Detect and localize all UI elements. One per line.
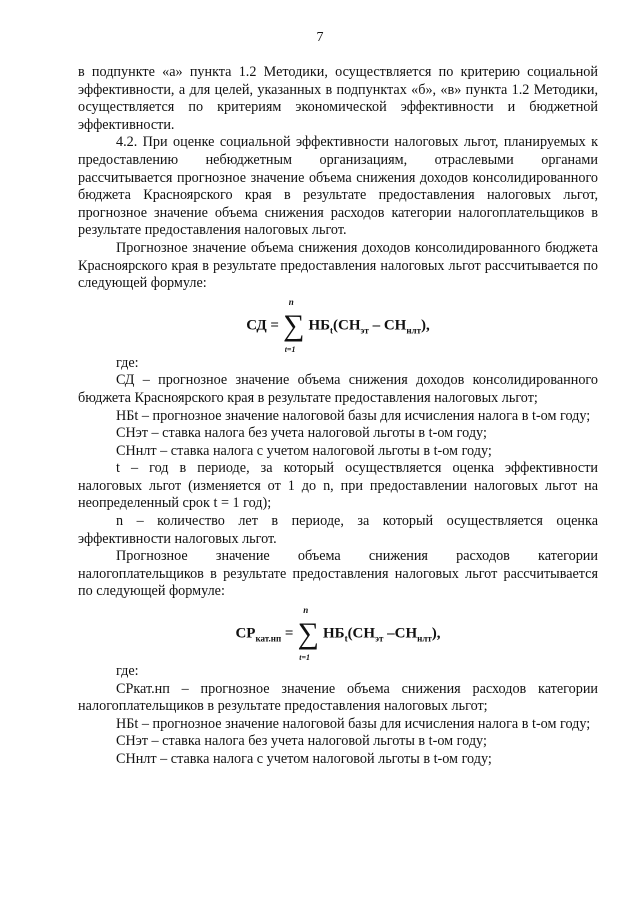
formula-sd-lhs: СД = (246, 317, 279, 334)
paragraph-income-formula-intro: Прогнозное значение объема снижения доходов консолидированного бюджета Красноярского края в результате предоставления налоговых льгот рассчитывается по следующей формуле: (78, 239, 598, 292)
formula-sr-open: (СН (347, 625, 376, 642)
formula-sd-term-sub: t (330, 325, 334, 336)
formula-sr-close: ), (431, 625, 441, 642)
formula-sd-sub2: нлт (406, 325, 421, 336)
formula-sr-minus: –СН (383, 625, 418, 642)
formula-sd-minus: – СН (368, 317, 407, 334)
where-label: где: (116, 354, 139, 371)
formula-sr-lhs-sub: кат.нп (255, 633, 282, 644)
formula-sr-lhs: СР (235, 625, 256, 642)
where-label-2: где: (116, 663, 139, 680)
formula-sr-term-sub: t (344, 633, 348, 644)
formula-sd-close: ), (421, 317, 430, 334)
definition-sn-nlt: СНнлт – ставка налога с учетом налоговой льготы в t-ом году; (116, 442, 492, 459)
sum-sign-icon: ∑ n t=1 (297, 605, 319, 663)
document-body (78, 64, 598, 769)
definition-sn-et-2: СНэт – ставка налога без учета налоговой льготы в t-ом году; (116, 733, 487, 750)
definition-nb-2: НБt – прогнозное значение налоговой базы для исчисления налога в t-ом году; (116, 715, 591, 732)
formula-sd-sub1: эт (360, 325, 369, 336)
definition-sr: СРкат.нп – прогнозное значение объема снижения расходов категории налогоплательщиков в результате предоставления налоговых льгот; (78, 680, 598, 715)
sum-sign-icon: ∑ n t=1 (282, 296, 305, 354)
paragraph-4-2: 4.2. При оценке социальной эффективности налоговых льгот, планируемых к предоставлению небюджетным организациям, отраслевыми органами рассчитывается прогнозное значение объема снижения доходов консолидированного бюджета Красноярского края в результате предоставления налоговых льгот, прогнозное значение объема снижения расходов категории налогоплательщиков в результате предоставления налоговых льгот. (78, 134, 598, 239)
definition-sn-et: СНэт – ставка налога без учета налоговой льготы в t-ом году; (116, 425, 487, 442)
formula-sr-sub2: нлт (417, 633, 432, 644)
formula-sd (78, 293, 598, 355)
paragraph-continuation: в подпункте «а» пункта 1.2 Методики, осуществляется по критерию социальной эффективности, а для целей, указанных в подпунктах «б», «в» пункта 1.2 Методики, осуществляется по критериям экономической эффективности и бюджетной эффективности. (78, 64, 598, 133)
paragraph-expense-formula-intro: Прогнозное значение объема снижения расходов категории налогоплательщиков в результате предоставления налоговых льгот рассчитывается по следующей формуле: (78, 548, 598, 600)
sum-upper-limit: n (288, 296, 294, 307)
definition-n: n – количество лет в периоде, за который осуществляется оценка эффективности налоговых льгот. (78, 513, 598, 547)
sum-lower-limit: t=1 (299, 653, 310, 663)
sum-upper-limit: n (303, 605, 309, 616)
formula-sr-eq: = (281, 625, 298, 642)
formula-sd-term: НБ (308, 317, 331, 334)
formula-sd-open: (СН (333, 317, 361, 334)
definition-nb: НБt – прогнозное значение налоговой базы для исчисления налога в t-ом году; (116, 407, 591, 424)
definition-t: t – год в периоде, за который осуществляется оценка эффективности налоговых льгот (изменяется от 1 до n, при предоставлении налоговых льгот на неопределенный срок t = 1 год); (78, 460, 598, 512)
definition-sn-nlt-2: СНнлт – ставка налога с учетом налоговой льготы в t-ом году; (116, 751, 492, 767)
page-number: 7 (316, 30, 324, 45)
formula-sr-term: НБ (322, 625, 345, 642)
formula-sr-sub1: эт (375, 633, 384, 644)
sum-lower-limit: t=1 (284, 344, 296, 354)
formula-sr (78, 601, 598, 663)
definition-sd: СД – прогнозное значение объема снижения доходов консолидированного бюджета Красноярского края в результате предоставления налоговых льгот; (78, 372, 598, 406)
